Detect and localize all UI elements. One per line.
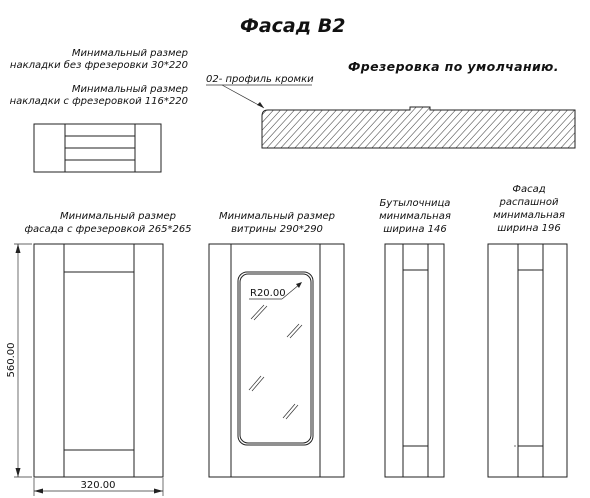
height-dimension-value: 560.00 — [6, 342, 17, 378]
swing-facade-outer — [488, 244, 567, 477]
hatch-line — [335, 104, 377, 150]
vitrine-min-line2: витрины 290*290 — [231, 224, 323, 235]
hatch-line — [419, 104, 461, 150]
hatch-line — [489, 104, 531, 150]
glass-mark — [254, 306, 267, 320]
hatch-line — [405, 104, 447, 150]
hatch-line — [272, 104, 314, 150]
facade-drawing — [34, 244, 163, 477]
hatch-line — [552, 104, 590, 150]
hatch-line — [566, 104, 590, 150]
hatch-line — [279, 104, 321, 150]
hatch-line — [384, 104, 426, 150]
facade-stiles — [64, 244, 134, 477]
overlay-no-milling-line2: накладки без фрезеровки 30*220 — [9, 60, 188, 71]
hatch-line — [433, 104, 475, 150]
hatch-line — [482, 104, 524, 150]
facade-min-line2: фасада с фрезеровкой 265*265 — [24, 224, 192, 235]
swing-facade-line1: Фасад — [512, 184, 546, 195]
hatch-line — [321, 104, 363, 150]
hatch-line — [349, 104, 391, 150]
swing-facade-line4: ширина 196 — [497, 223, 561, 234]
hatch-line — [230, 104, 272, 150]
bottle-holder-line1: Бутылочница — [379, 198, 451, 209]
bottle-holder-line3: ширина 146 — [383, 224, 447, 235]
vitrine-outer — [209, 244, 344, 477]
hatch-line — [447, 104, 489, 150]
vitrine-drawing — [209, 244, 344, 477]
hatch-line — [356, 104, 398, 150]
swing-facade-stiles — [518, 244, 543, 477]
hatch-line — [370, 104, 412, 150]
swing-facade-drawing — [488, 244, 567, 477]
height-dimension — [6, 244, 32, 477]
bottle-holder-outer — [385, 244, 444, 477]
vitrine-min-line1: Минимальный размер — [218, 211, 336, 222]
width-dimension-value: 320.00 — [80, 480, 116, 491]
edge-profile-label: 02- профиль кромки — [206, 74, 314, 85]
hatch-line — [391, 104, 433, 150]
height-arrow-top — [16, 244, 21, 253]
default-milling-caption: Фрезеровка по умолчанию. — [348, 59, 559, 74]
swing-facade-line2: распашной — [499, 197, 559, 208]
hatch-line — [524, 104, 566, 150]
hatch-line — [377, 104, 419, 150]
glass-reflection-marks — [249, 305, 302, 419]
facade-min-line1: Минимальный размер — [59, 211, 177, 222]
hatch-line — [573, 104, 590, 150]
overlay-milling-line2: накладки с фрезеровкой 116*220 — [9, 96, 188, 107]
hatch-line — [545, 104, 587, 150]
hatch-line — [517, 104, 559, 150]
hatch-line — [426, 104, 468, 150]
hatch-line — [237, 104, 279, 150]
hatch-line — [475, 104, 517, 150]
height-arrow-bottom — [16, 468, 21, 477]
hatch-line — [496, 104, 538, 150]
hatch-line — [307, 104, 349, 150]
hatch-line — [342, 104, 384, 150]
hatch-line — [440, 104, 482, 150]
page-title: Фасад В2 — [240, 15, 346, 37]
bottle-holder-drawing — [385, 244, 444, 477]
facade-outer — [34, 244, 163, 477]
hatch-line — [363, 104, 405, 150]
glass-mark — [251, 305, 264, 319]
hatch-line — [251, 104, 293, 150]
hatch-line — [468, 104, 510, 150]
overlay-drawing — [34, 124, 161, 172]
hatch-line — [461, 104, 503, 150]
hatch-line — [454, 104, 496, 150]
overlay-no-milling-line1: Минимальный размер — [71, 48, 188, 59]
width-dimension — [34, 478, 163, 496]
hatch-line — [300, 104, 342, 150]
edge-profile-arrowhead — [257, 102, 264, 108]
width-arrow-right — [154, 489, 163, 494]
width-arrow-left — [34, 489, 43, 494]
hatch-line — [580, 104, 590, 150]
hatch-line — [328, 104, 370, 150]
hatch-line — [412, 104, 454, 150]
hatch-line — [286, 104, 328, 150]
hatch-line — [314, 104, 356, 150]
swing-facade-line3: минимальная — [493, 210, 565, 221]
hatch-line — [503, 104, 545, 150]
hatch-line — [531, 104, 573, 150]
hatch-line — [265, 104, 307, 150]
radius-arrowhead — [296, 282, 302, 288]
bottle-holder-line2: минимальная — [379, 211, 451, 222]
overlay-milling-line1: Минимальный размер — [71, 84, 188, 95]
profile-section — [230, 104, 590, 150]
hatch-line — [293, 104, 335, 150]
radius-label: R20.00 — [250, 288, 286, 299]
hatch-line — [398, 104, 440, 150]
hatch-line — [510, 104, 552, 150]
bottle-holder-stiles — [403, 244, 428, 477]
hatch-line — [538, 104, 580, 150]
